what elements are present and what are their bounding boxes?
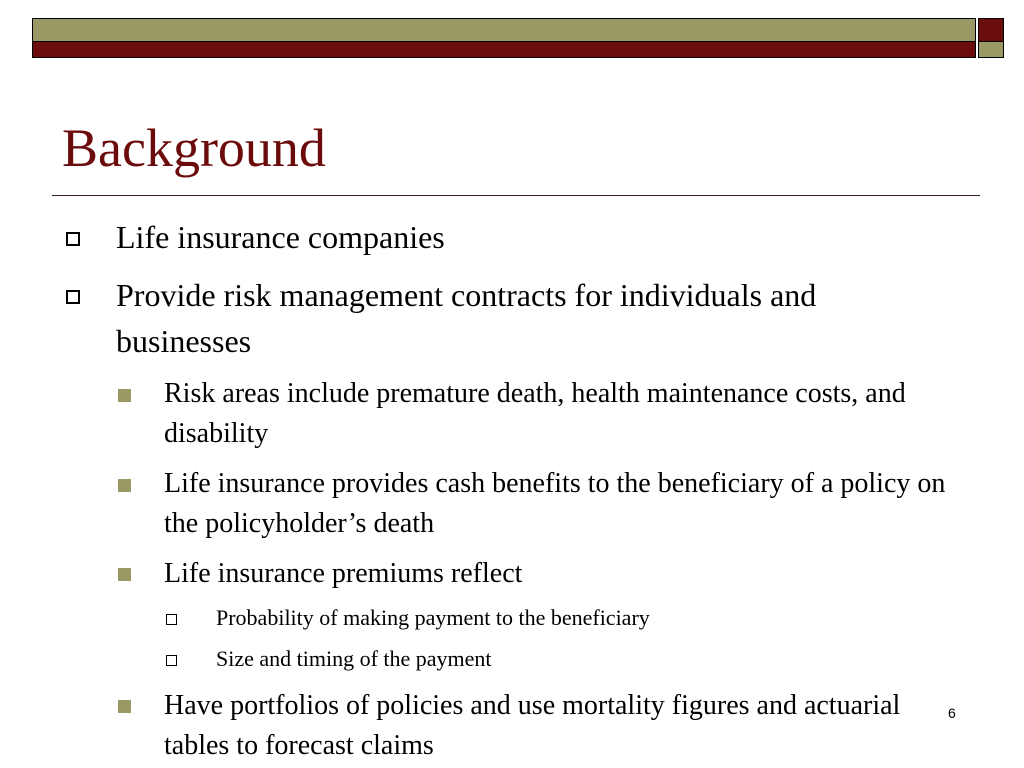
page-number: 6: [948, 705, 956, 721]
bullet-l2: Life insurance premiums reflect: [164, 558, 523, 589]
bullet-l3: Size and timing of the payment: [216, 646, 492, 671]
hollow-square-bullet-icon: [66, 290, 80, 304]
bullet-l2: Risk areas include premature death, health maintenance costs, and disability: [164, 378, 906, 449]
solid-square-bullet-icon: [118, 479, 131, 492]
bullet-l2: Life insurance provides cash benefits to the beneficiary of a policy on the policyholder’s death: [164, 468, 946, 539]
solid-square-bullet-icon: [118, 700, 131, 713]
hollow-square-bullet-icon: [66, 232, 80, 246]
hollow-square-bullet-icon: [166, 655, 177, 666]
hollow-square-bullet-icon: [166, 614, 177, 625]
solid-square-bullet-icon: [118, 389, 131, 402]
bullet-l1: Life insurance companies: [116, 219, 445, 255]
bullet-l1: Provide risk management contracts for individuals and businesses: [116, 277, 817, 359]
slide-title: Background: [62, 118, 326, 178]
bullet-l2: Have portfolios of policies and use mortality figures and actuarial tables to forecast claims: [164, 690, 901, 761]
bullet-l3: Probability of making payment to the beneficiary: [216, 605, 650, 630]
solid-square-bullet-icon: [118, 568, 131, 581]
